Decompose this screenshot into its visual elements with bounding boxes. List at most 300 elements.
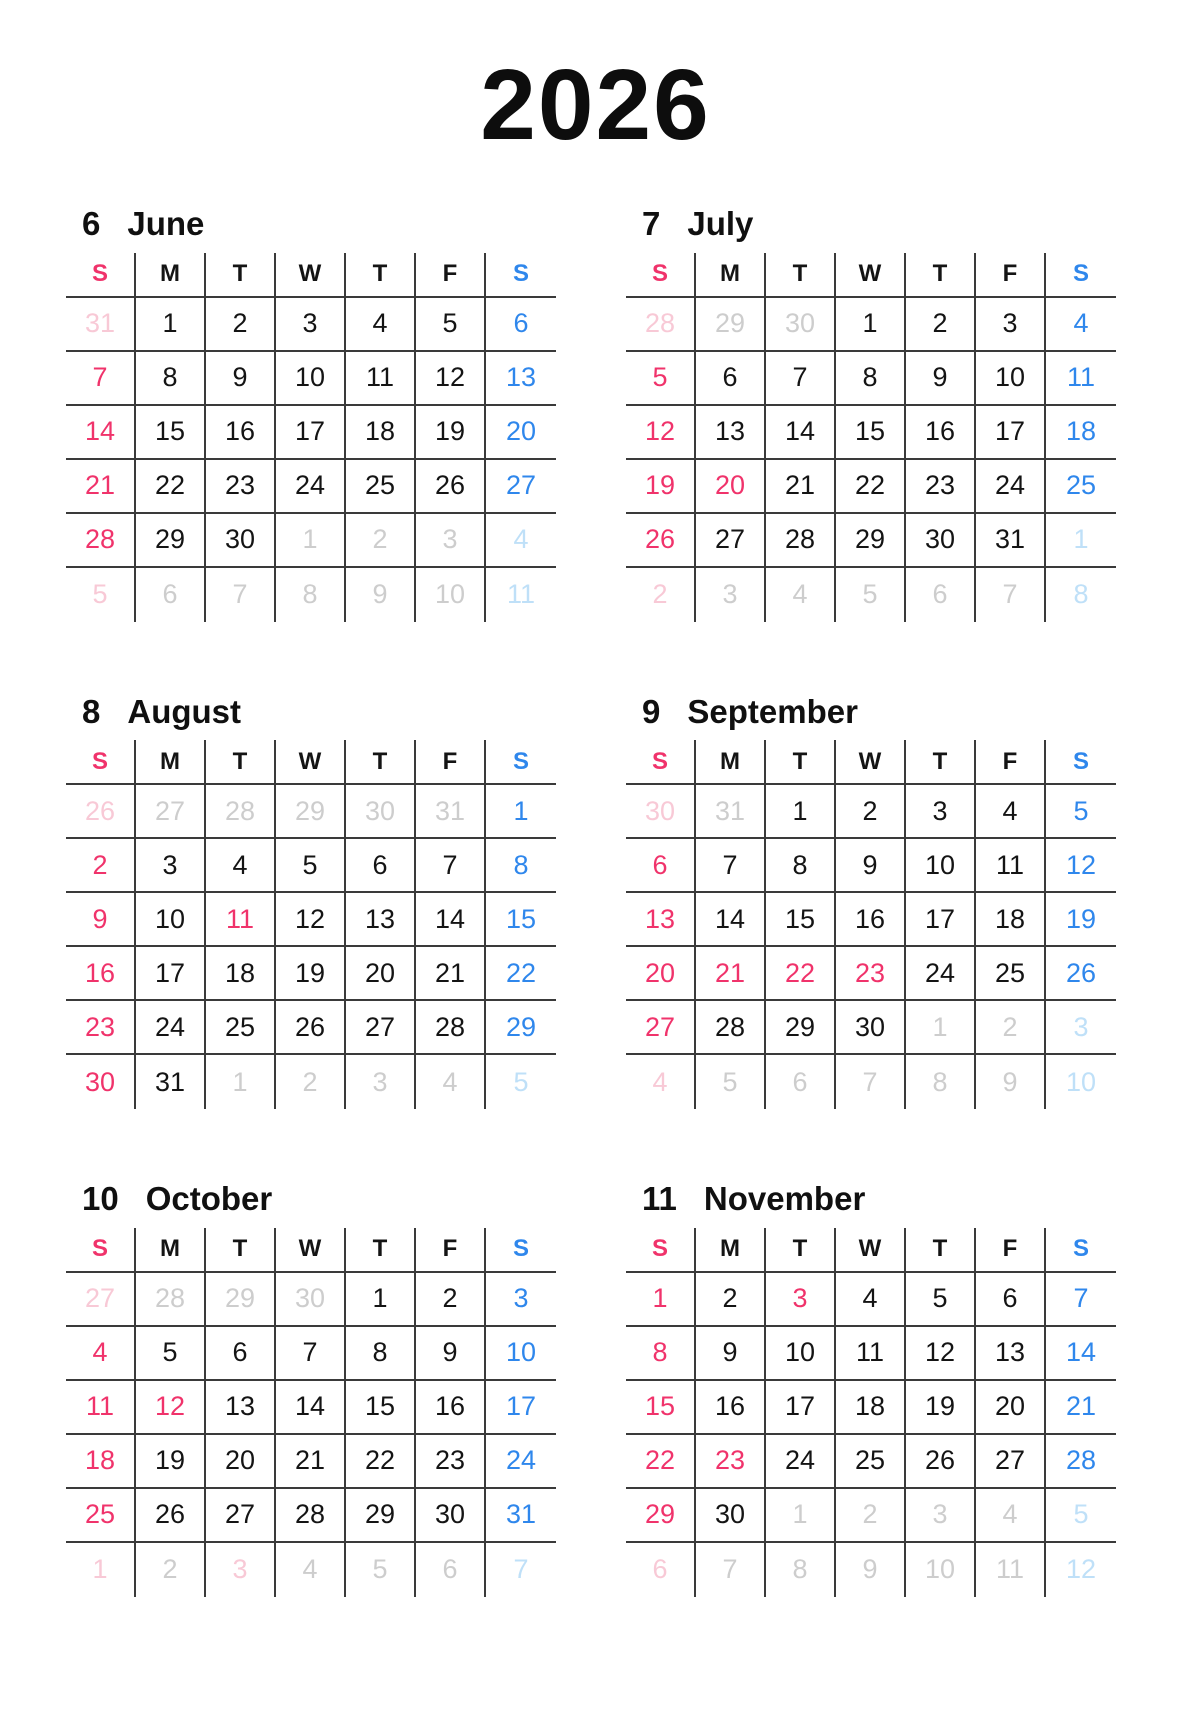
- date-cell: 2: [276, 1055, 346, 1109]
- date-cell: 16: [206, 406, 276, 460]
- date-cell: 8: [486, 839, 556, 893]
- date-cell: 28: [696, 1001, 766, 1055]
- date-cell: 16: [906, 406, 976, 460]
- date-cell: 13: [626, 893, 696, 947]
- date-cell: 5: [906, 1273, 976, 1327]
- date-cell: 2: [346, 514, 416, 568]
- day-header-monday: M: [696, 253, 766, 298]
- date-cell: 3: [906, 1489, 976, 1543]
- date-cell: 4: [276, 1543, 346, 1597]
- day-header-wednesday: W: [836, 1228, 906, 1273]
- date-cell: 29: [276, 785, 346, 839]
- date-cell: 9: [416, 1327, 486, 1381]
- date-cell: 10: [136, 893, 206, 947]
- date-cell: 7: [66, 352, 136, 406]
- date-cell: 20: [626, 947, 696, 1001]
- date-cell: 11: [206, 893, 276, 947]
- day-header-thursday: T: [906, 740, 976, 785]
- date-cell: 4: [1046, 298, 1116, 352]
- day-header-friday: F: [416, 253, 486, 298]
- date-cell: 4: [976, 1489, 1046, 1543]
- date-cell: 2: [416, 1273, 486, 1327]
- day-header-sunday: S: [626, 740, 696, 785]
- date-cell: 11: [1046, 352, 1116, 406]
- date-cell: 22: [486, 947, 556, 1001]
- date-cell: 26: [276, 1001, 346, 1055]
- date-cell: 11: [346, 352, 416, 406]
- date-cell: 10: [906, 839, 976, 893]
- date-cell: 5: [1046, 1489, 1116, 1543]
- date-cell: 7: [836, 1055, 906, 1109]
- date-cell: 6: [136, 568, 206, 622]
- date-cell: 10: [766, 1327, 836, 1381]
- date-cell: 9: [836, 1543, 906, 1597]
- date-cell: 18: [976, 893, 1046, 947]
- date-cell: 11: [976, 1543, 1046, 1597]
- date-cell: 3: [276, 298, 346, 352]
- date-cell: 3: [206, 1543, 276, 1597]
- date-cell: 29: [696, 298, 766, 352]
- date-cell: 9: [206, 352, 276, 406]
- month-october: [66, 1179, 556, 1597]
- month-table: [66, 253, 556, 622]
- date-cell: 22: [766, 947, 836, 1001]
- calendar-page: [0, 50, 1191, 1597]
- date-cell: 14: [766, 406, 836, 460]
- date-cell: 8: [1073, 579, 1089, 610]
- date-cell: 9: [976, 1055, 1046, 1109]
- day-header-wednesday: W: [276, 740, 346, 785]
- date-cell: 13: [696, 406, 766, 460]
- date-cell: 6: [486, 298, 556, 352]
- day-header-monday: M: [136, 1228, 206, 1273]
- date-cell: 3: [136, 839, 206, 893]
- date-cell: 20: [486, 406, 556, 460]
- date-cell: 11: [506, 579, 536, 610]
- date-cell: 29: [766, 1001, 836, 1055]
- date-cell: 5: [1046, 785, 1116, 839]
- date-cell: 12: [1065, 1554, 1097, 1585]
- date-cell: 30: [696, 1489, 766, 1543]
- date-cell: 29: [836, 514, 906, 568]
- date-cell: 24: [276, 460, 346, 514]
- date-cell: 21: [66, 460, 136, 514]
- date-cell: 29: [206, 1273, 276, 1327]
- day-header-wednesday: W: [836, 253, 906, 298]
- month-july: [626, 204, 1116, 622]
- date-cell: 13: [976, 1327, 1046, 1381]
- date-cell: 5: [416, 298, 486, 352]
- date-cell: 17: [276, 406, 346, 460]
- date-cell: 7: [276, 1327, 346, 1381]
- date-cell: 28: [136, 1273, 206, 1327]
- date-cell: 10: [276, 352, 346, 406]
- month-name: June: [127, 205, 205, 242]
- date-cell: 15: [486, 893, 556, 947]
- date-cell: 1: [136, 298, 206, 352]
- date-cell: 17: [976, 406, 1046, 460]
- date-cell: 26: [626, 514, 696, 568]
- date-cell: 8: [276, 568, 346, 622]
- date-cell: 1: [346, 1273, 416, 1327]
- date-cell: 15: [766, 893, 836, 947]
- date-cell: 31: [136, 1055, 206, 1109]
- date-cell: 12: [906, 1327, 976, 1381]
- date-cell: 26: [136, 1489, 206, 1543]
- date-cell: 6: [766, 1055, 836, 1109]
- date-cell: 19: [276, 947, 346, 1001]
- date-cell: 6: [346, 839, 416, 893]
- date-cell: 24: [976, 460, 1046, 514]
- date-cell: 3: [696, 568, 766, 622]
- month-header: [66, 692, 556, 732]
- date-cell: 19: [626, 460, 696, 514]
- date-cell: 1: [766, 785, 836, 839]
- date-cell: 20: [206, 1435, 276, 1489]
- date-cell: 5: [136, 1327, 206, 1381]
- day-header-friday: F: [416, 740, 486, 785]
- month-header: [66, 1179, 556, 1219]
- date-cell: 4: [486, 514, 556, 568]
- date-cell: 29: [486, 1001, 556, 1055]
- date-cell: 7: [206, 568, 276, 622]
- date-cell: 27: [346, 1001, 416, 1055]
- date-cell: 8: [766, 1543, 836, 1597]
- date-cell: 26: [1046, 947, 1116, 1001]
- date-cell: 3: [486, 1273, 556, 1327]
- date-cell: 10: [976, 352, 1046, 406]
- date-cell: 28: [626, 298, 696, 352]
- date-cell: 12: [626, 406, 696, 460]
- date-cell: 7: [1046, 1273, 1116, 1327]
- date-cell: 15: [136, 406, 206, 460]
- date-cell: 8: [906, 1055, 976, 1109]
- date-cell: 27: [486, 460, 556, 514]
- months-grid: [66, 204, 1116, 1597]
- date-cell: 7: [696, 839, 766, 893]
- date-cell: 30: [346, 785, 416, 839]
- date-cell: 31: [976, 514, 1046, 568]
- date-cell: 5: [513, 1066, 529, 1097]
- date-cell: 3: [906, 785, 976, 839]
- date-cell: 4: [346, 298, 416, 352]
- date-cell: 5: [626, 352, 696, 406]
- date-cell: 23: [696, 1435, 766, 1489]
- date-cell: 25: [836, 1435, 906, 1489]
- date-cell: 30: [276, 1273, 346, 1327]
- date-cell: 2: [836, 1489, 906, 1543]
- day-header-tuesday: T: [206, 1228, 276, 1273]
- month-november: [626, 1179, 1116, 1597]
- date-cell: 9: [346, 568, 416, 622]
- date-cell: 31: [696, 785, 766, 839]
- date-cell: 14: [696, 893, 766, 947]
- day-header-sunday: S: [626, 253, 696, 298]
- day-header-tuesday: T: [766, 1228, 836, 1273]
- month-name: September: [687, 692, 858, 730]
- date-cell: 13: [486, 352, 556, 406]
- date-cell: 30: [206, 514, 276, 568]
- month-header: [66, 204, 556, 244]
- date-cell: 12: [136, 1381, 206, 1435]
- date-cell: 22: [626, 1435, 696, 1489]
- date-cell: 9: [66, 893, 136, 947]
- day-header-saturday: S: [1046, 1228, 1116, 1273]
- date-cell: 8: [136, 352, 206, 406]
- date-cell: 23: [836, 947, 906, 1001]
- date-cell: 4: [206, 839, 276, 893]
- date-cell: 7: [976, 568, 1046, 622]
- date-cell: 14: [416, 893, 486, 947]
- date-cell: 6: [416, 1543, 486, 1597]
- date-cell: 30: [836, 1001, 906, 1055]
- date-cell: 5: [66, 568, 136, 622]
- date-cell: 18: [1046, 406, 1116, 460]
- day-header-thursday: T: [346, 740, 416, 785]
- date-cell: 28: [276, 1489, 346, 1543]
- date-cell: 27: [696, 514, 766, 568]
- date-cell: 30: [626, 785, 696, 839]
- date-cell: 21: [696, 947, 766, 1001]
- month-number: 11: [642, 1180, 677, 1218]
- date-cell: 27: [136, 785, 206, 839]
- date-cell: 8: [626, 1327, 696, 1381]
- date-cell: 17: [136, 947, 206, 1001]
- date-cell: 18: [836, 1381, 906, 1435]
- date-cell: 19: [1046, 893, 1116, 947]
- date-cell: 2: [136, 1543, 206, 1597]
- date-cell: 13: [346, 893, 416, 947]
- date-cell: 31: [66, 298, 136, 352]
- month-june: [66, 204, 556, 622]
- month-august: [66, 692, 556, 1110]
- month-september: [626, 692, 1116, 1110]
- date-cell: 4: [766, 568, 836, 622]
- date-cell: 6: [906, 568, 976, 622]
- day-header-sunday: S: [66, 253, 136, 298]
- date-cell: 7: [766, 352, 836, 406]
- date-cell: 22: [136, 460, 206, 514]
- date-cell: 12: [276, 893, 346, 947]
- date-cell: 24: [766, 1435, 836, 1489]
- date-cell: 29: [346, 1489, 416, 1543]
- date-cell: 27: [66, 1273, 136, 1327]
- date-cell: 22: [836, 460, 906, 514]
- date-cell: 31: [486, 1489, 556, 1543]
- date-cell: 1: [276, 514, 346, 568]
- date-cell: 30: [416, 1489, 486, 1543]
- date-cell: 20: [696, 460, 766, 514]
- month-table: [626, 253, 1116, 622]
- date-cell: 21: [416, 947, 486, 1001]
- day-header-friday: F: [416, 1228, 486, 1273]
- date-cell: 7: [416, 839, 486, 893]
- date-cell: 4: [416, 1055, 486, 1109]
- date-cell: 22: [346, 1435, 416, 1489]
- date-cell: 7: [696, 1543, 766, 1597]
- day-header-tuesday: T: [766, 740, 836, 785]
- day-header-wednesday: W: [276, 253, 346, 298]
- date-cell: 9: [906, 352, 976, 406]
- day-header-saturday: S: [486, 1228, 556, 1273]
- date-cell: 28: [766, 514, 836, 568]
- month-number: 10: [82, 1180, 119, 1218]
- date-cell: 27: [206, 1489, 276, 1543]
- day-header-friday: F: [976, 740, 1046, 785]
- date-cell: 3: [346, 1055, 416, 1109]
- day-header-saturday: S: [1046, 253, 1116, 298]
- date-cell: 4: [626, 1055, 696, 1109]
- month-table: [626, 1228, 1116, 1597]
- day-header-thursday: T: [906, 253, 976, 298]
- date-cell: 3: [976, 298, 1046, 352]
- date-cell: 23: [206, 460, 276, 514]
- date-cell: 27: [976, 1435, 1046, 1489]
- date-cell: 24: [486, 1435, 556, 1489]
- month-table: [66, 740, 556, 1109]
- day-header-tuesday: T: [206, 253, 276, 298]
- date-cell: 26: [906, 1435, 976, 1489]
- month-header: [626, 1179, 1116, 1219]
- date-cell: 10: [1065, 1066, 1097, 1097]
- date-cell: 26: [66, 785, 136, 839]
- date-cell: 23: [906, 460, 976, 514]
- date-cell: 10: [416, 568, 486, 622]
- date-cell: 12: [416, 352, 486, 406]
- month-number: 6: [82, 205, 101, 242]
- date-cell: 26: [416, 460, 486, 514]
- date-cell: 2: [66, 839, 136, 893]
- date-cell: 15: [836, 406, 906, 460]
- date-cell: 1: [486, 785, 556, 839]
- date-cell: 4: [836, 1273, 906, 1327]
- date-cell: 21: [276, 1435, 346, 1489]
- date-cell: 1: [626, 1273, 696, 1327]
- date-cell: 1: [766, 1489, 836, 1543]
- date-cell: 30: [766, 298, 836, 352]
- date-cell: 23: [416, 1435, 486, 1489]
- month-number: 9: [642, 692, 661, 730]
- date-cell: 2: [696, 1273, 766, 1327]
- day-header-sunday: S: [66, 1228, 136, 1273]
- date-cell: 3: [416, 514, 486, 568]
- day-header-thursday: T: [346, 1228, 416, 1273]
- day-header-monday: M: [696, 740, 766, 785]
- date-cell: 4: [66, 1327, 136, 1381]
- date-cell: 5: [346, 1543, 416, 1597]
- date-cell: 14: [276, 1381, 346, 1435]
- date-cell: 6: [206, 1327, 276, 1381]
- date-cell: 19: [906, 1381, 976, 1435]
- day-header-friday: F: [976, 253, 1046, 298]
- date-cell: 11: [66, 1381, 136, 1435]
- day-header-sunday: S: [626, 1228, 696, 1273]
- date-cell: 6: [626, 1543, 696, 1597]
- date-cell: 10: [486, 1327, 556, 1381]
- day-header-saturday: S: [1046, 740, 1116, 785]
- date-cell: 8: [836, 352, 906, 406]
- date-cell: 30: [66, 1055, 136, 1109]
- day-header-wednesday: W: [836, 740, 906, 785]
- date-cell: 24: [136, 1001, 206, 1055]
- date-cell: 12: [1046, 839, 1116, 893]
- date-cell: 21: [1046, 1381, 1116, 1435]
- date-cell: 1: [1046, 514, 1116, 568]
- day-header-friday: F: [976, 1228, 1046, 1273]
- date-cell: 4: [976, 785, 1046, 839]
- date-cell: 1: [836, 298, 906, 352]
- date-cell: 11: [836, 1327, 906, 1381]
- date-cell: 29: [136, 514, 206, 568]
- month-name: August: [127, 692, 242, 730]
- date-cell: 31: [416, 785, 486, 839]
- date-cell: 24: [906, 947, 976, 1001]
- day-header-monday: M: [136, 740, 206, 785]
- date-cell: 5: [276, 839, 346, 893]
- date-cell: 25: [976, 947, 1046, 1001]
- date-cell: 3: [1046, 1001, 1116, 1055]
- date-cell: 14: [66, 406, 136, 460]
- date-cell: 17: [486, 1381, 556, 1435]
- day-header-saturday: S: [486, 740, 556, 785]
- date-cell: 17: [906, 893, 976, 947]
- month-name: July: [687, 205, 754, 242]
- date-cell: 17: [766, 1381, 836, 1435]
- day-header-tuesday: T: [766, 253, 836, 298]
- date-cell: 16: [416, 1381, 486, 1435]
- date-cell: 2: [626, 568, 696, 622]
- month-number: 8: [82, 692, 101, 730]
- month-header: [626, 692, 1116, 732]
- date-cell: 28: [66, 514, 136, 568]
- date-cell: 16: [696, 1381, 766, 1435]
- date-cell: 2: [976, 1001, 1046, 1055]
- date-cell: 15: [346, 1381, 416, 1435]
- date-cell: 1: [66, 1543, 136, 1597]
- date-cell: 23: [66, 1001, 136, 1055]
- date-cell: 25: [346, 460, 416, 514]
- date-cell: 21: [766, 460, 836, 514]
- date-cell: 16: [66, 947, 136, 1001]
- day-header-sunday: S: [66, 740, 136, 785]
- date-cell: 28: [206, 785, 276, 839]
- day-header-thursday: T: [346, 253, 416, 298]
- month-name: November: [703, 1180, 866, 1218]
- date-cell: 29: [626, 1489, 696, 1543]
- month-number: 7: [642, 205, 661, 242]
- year-title: 2026: [480, 49, 711, 161]
- date-cell: 6: [976, 1273, 1046, 1327]
- date-cell: 11: [976, 839, 1046, 893]
- month-table: [66, 1228, 556, 1597]
- date-cell: 1: [206, 1055, 276, 1109]
- date-cell: 9: [836, 839, 906, 893]
- date-cell: 19: [136, 1435, 206, 1489]
- date-cell: 14: [1046, 1327, 1116, 1381]
- month-name: October: [145, 1180, 273, 1218]
- date-cell: 25: [206, 1001, 276, 1055]
- date-cell: 15: [626, 1381, 696, 1435]
- date-cell: 28: [416, 1001, 486, 1055]
- date-cell: 25: [66, 1489, 136, 1543]
- date-cell: 5: [836, 568, 906, 622]
- date-cell: 18: [66, 1435, 136, 1489]
- date-cell: 9: [696, 1327, 766, 1381]
- date-cell: 19: [416, 406, 486, 460]
- date-cell: 8: [346, 1327, 416, 1381]
- date-cell: 20: [346, 947, 416, 1001]
- date-cell: 5: [696, 1055, 766, 1109]
